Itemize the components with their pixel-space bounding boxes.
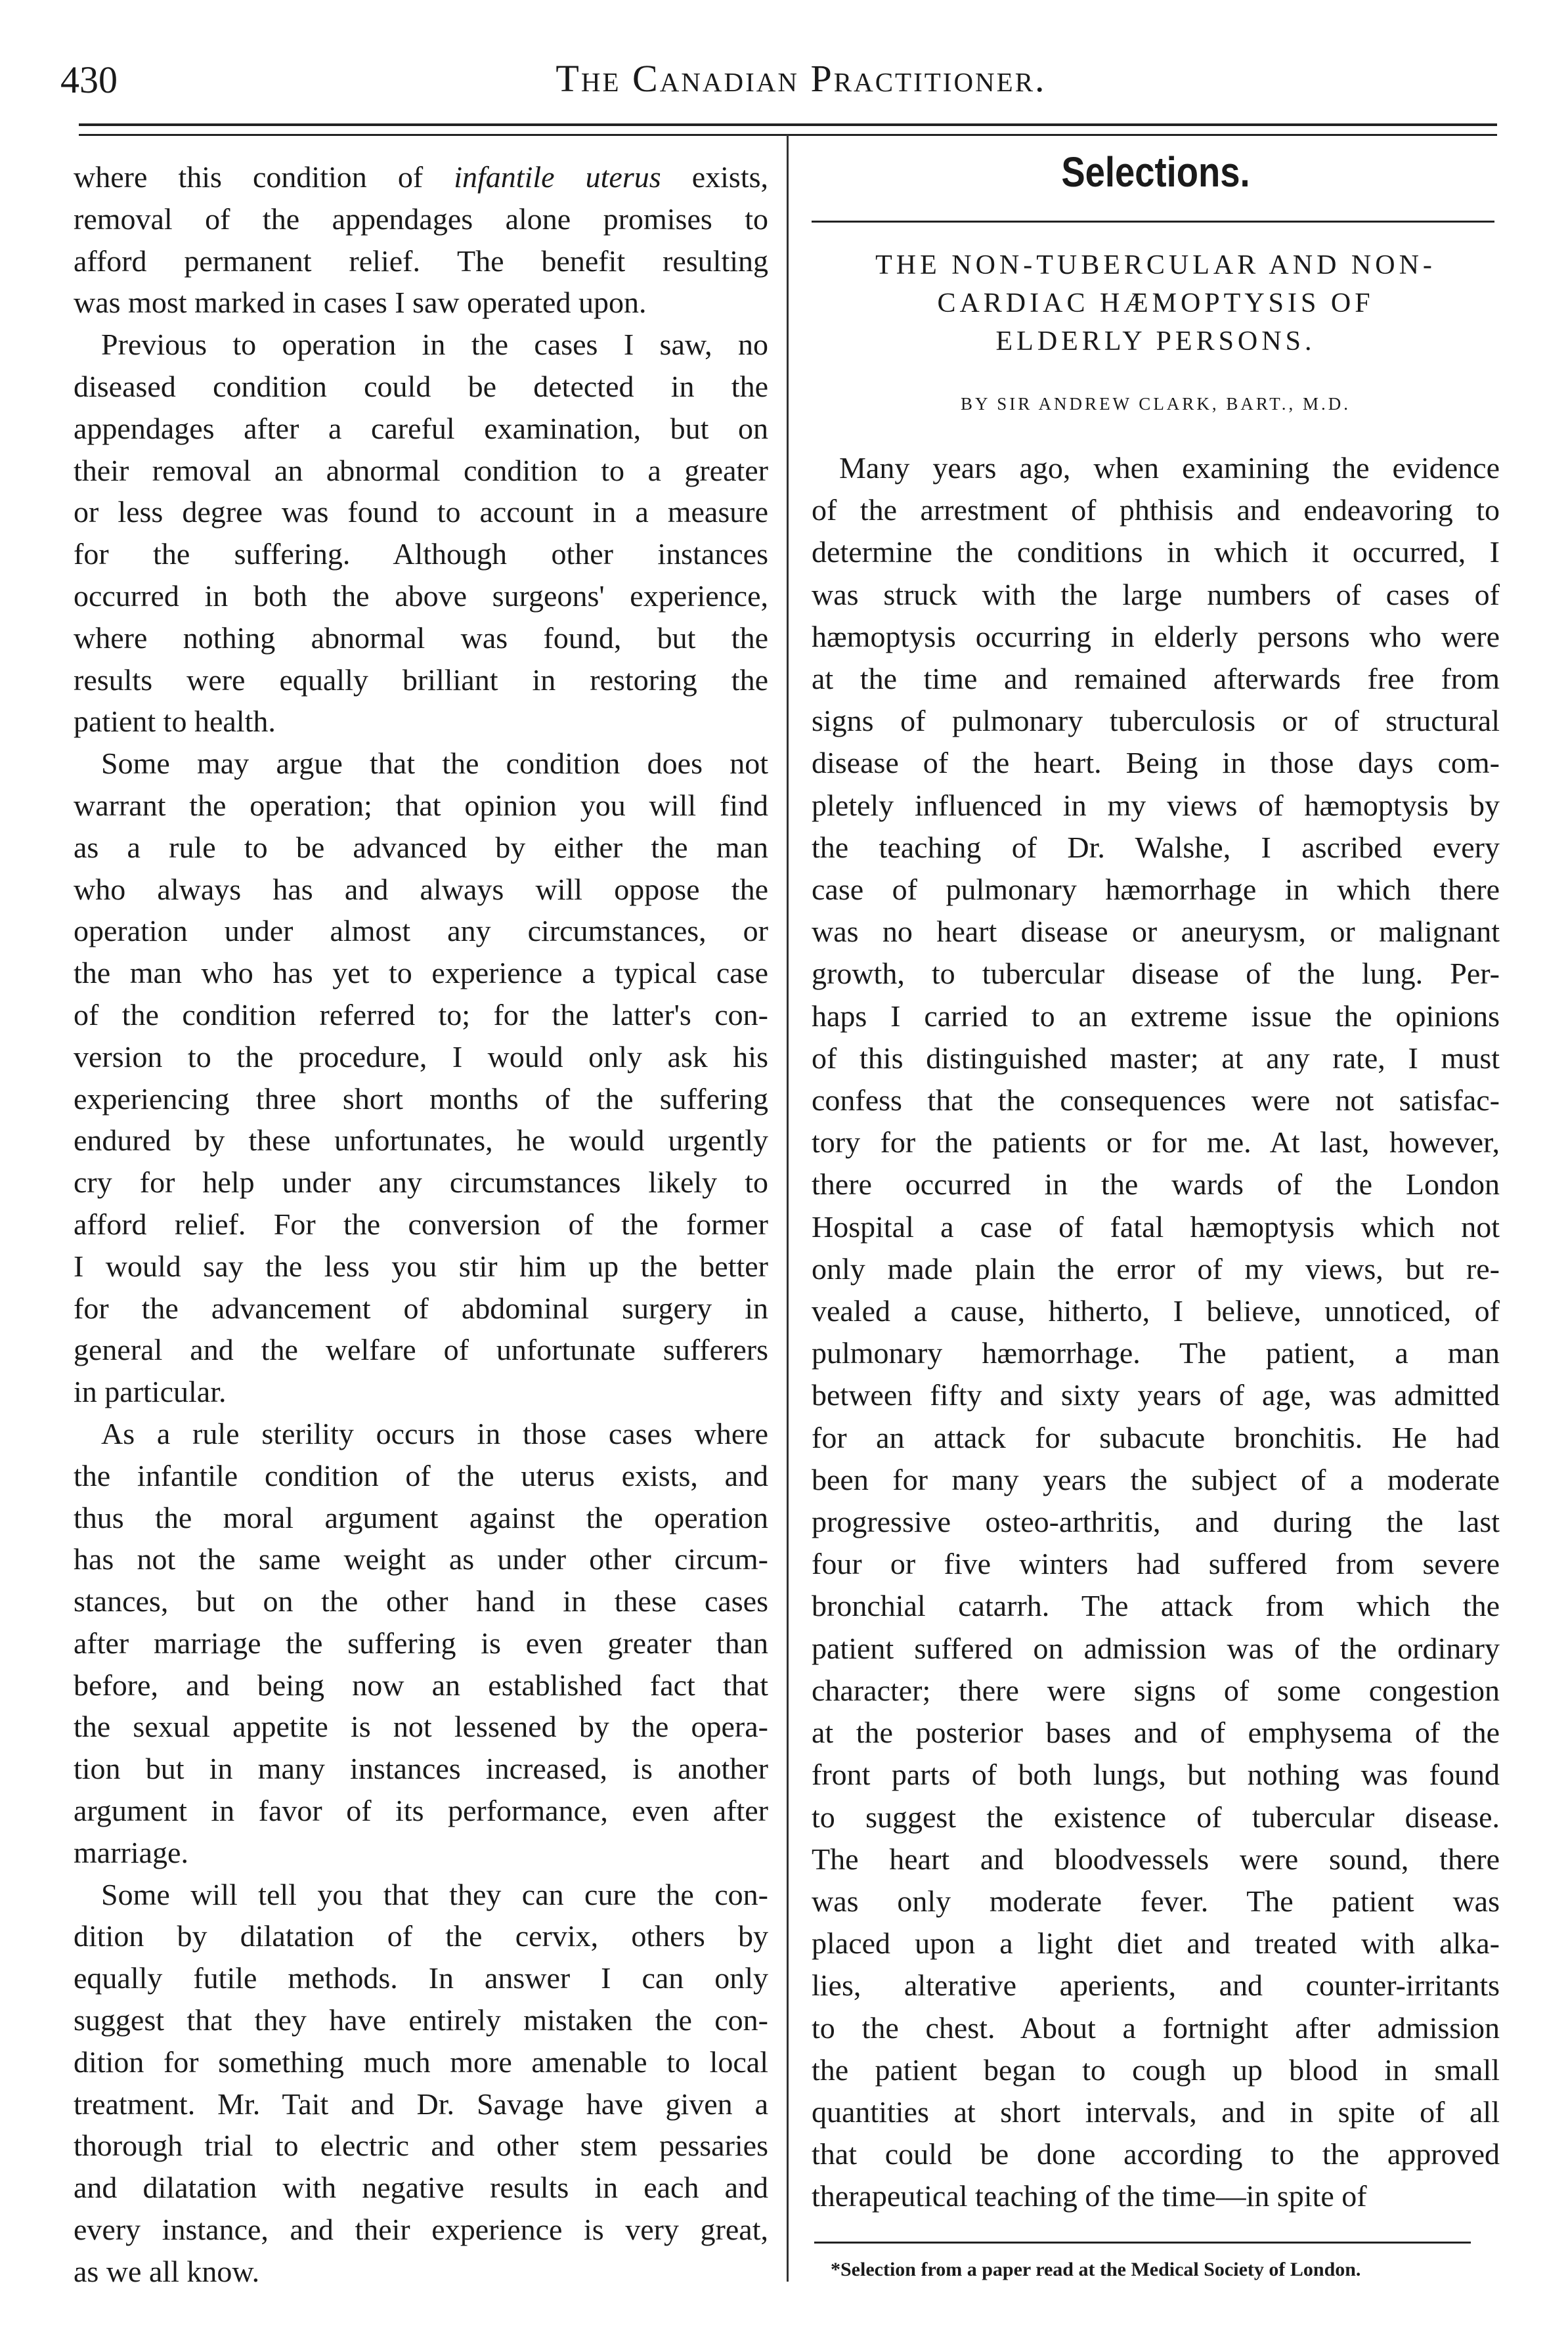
text-line: for the suffering. Although other instances	[74, 537, 768, 571]
text-line: afford permanent relief. The benefit resulting	[74, 244, 768, 278]
text-line: thus the moral argument against the operation	[74, 1500, 768, 1534]
text-line: was struck with the large numbers of cases of	[812, 577, 1500, 611]
text-line: after marriage the suffering is even greater than	[74, 1626, 768, 1660]
text-line: afford relief. For the conversion of the former	[74, 1207, 768, 1241]
text-line: dition by dilatation of the cervix, others by	[74, 1919, 768, 1953]
text-line: disease of the heart. Being in those days com-	[812, 746, 1500, 780]
text-line: determine the conditions in which it occurred, I	[812, 535, 1500, 569]
text-line: only made plain the error of my views, but re-	[812, 1251, 1500, 1286]
text-line: confess that the consequences were not satisfac-	[812, 1083, 1500, 1118]
text-line: version to the procedure, I would only ask his	[74, 1039, 768, 1074]
text-line: occurred in both the above surgeons' experience,	[74, 578, 768, 613]
text-line: haps I carried to an extreme issue the opinions	[812, 999, 1500, 1033]
text-line: who always has and always will oppose the	[74, 872, 768, 906]
text-line: the patient began to cough up blood in small	[812, 2052, 1500, 2087]
text-line: therapeutical teaching of the time—in spite of	[812, 2179, 1367, 2213]
text-line: hæmoptysis occurring in elderly persons who were	[812, 619, 1500, 653]
text-line: the sexual appetite is not lessened by the opera-	[74, 1710, 768, 1744]
byline: BY SIR ANDREW CLARK, BART., M.D.	[961, 394, 1351, 414]
text-line: has not the same weight as under other circum-	[74, 1542, 768, 1576]
text-line: quantities at short intervals, and in spite of all	[812, 2094, 1500, 2129]
text-line: Previous to operation in the cases I saw, no	[101, 328, 768, 362]
page-number: 430	[60, 58, 118, 101]
text-line: thorough trial to electric and other stem pessaries	[74, 2129, 768, 2163]
text-line: of the arrestment of phthisis and endeavoring to	[812, 493, 1500, 527]
text-line: between fifty and sixty years of age, was admitted	[812, 1378, 1500, 1412]
text-line: that could be done according to the approved	[812, 2137, 1500, 2171]
text-line: front parts of both lungs, but nothing was found	[812, 1758, 1500, 1792]
text-line: stances, but on the other hand in these cases	[74, 1584, 768, 1618]
text-line: As a rule sterility occurs in those cases where	[101, 1416, 768, 1450]
italic-term: infantile uterus	[454, 160, 661, 194]
text-line: growth, to tubercular disease of the lung. Per-	[812, 957, 1500, 991]
text-line: removal of the appendages alone promises to	[74, 202, 768, 236]
text-line: for the advancement of abdominal surgery in	[74, 1291, 768, 1325]
text-line: placed upon a light diet and treated with alka-	[812, 1926, 1500, 1961]
text-line: and dilatation with negative results in each and	[74, 2171, 768, 2205]
text-line: patient to health.	[74, 705, 276, 739]
text-line: of the condition referred to; for the latter's con-	[74, 997, 768, 1031]
text-line: as a rule to be advanced by either the man	[74, 830, 768, 864]
text-line: dition for something much more amenable to local	[74, 2045, 768, 2079]
text-line: the teaching of Dr. Walshe, I ascribed every	[812, 830, 1500, 864]
text-line: case of pulmonary hæmorrhage in which there	[812, 873, 1500, 907]
left-column	[74, 156, 768, 2293]
text-line: lies, alterative aperients, and counter-irritants	[812, 1968, 1500, 2003]
text-line: cry for help under any circumstances likely to	[74, 1165, 768, 1200]
text-line: pulmonary hæmorrhage. The patient, a man	[812, 1336, 1500, 1370]
article-body	[812, 447, 1500, 2218]
paragraph	[74, 743, 768, 1413]
text-line: where nothing abnormal was found, but the	[74, 620, 768, 655]
text-line: I would say the less you stir him up the better	[74, 1249, 768, 1283]
text-line: there occurred in the wards of the London	[812, 1167, 1500, 1202]
text-line: in particular.	[74, 1375, 227, 1409]
text-line: their removal an abnormal condition to a greater	[74, 453, 768, 487]
text-line: bronchial catarrh. The attack from which the	[812, 1589, 1500, 1623]
text-line: the infantile condition of the uterus exists, and	[74, 1458, 768, 1492]
text-line: at the time and remained afterwards free from	[812, 662, 1500, 696]
text-line: four or five winters had suffered from severe	[812, 1547, 1500, 1581]
paragraph	[74, 1874, 768, 2293]
footnote-rule	[814, 2242, 1471, 2244]
text-line: to the chest. About a fortnight after admission	[812, 2010, 1500, 2045]
text-line: warrant the operation; that opinion you will find	[74, 788, 768, 822]
text-line: The heart and bloodvessels were sound, there	[812, 1842, 1500, 1876]
text-line: pletely influenced in my views of hæmoptysis by	[812, 788, 1500, 822]
text-line: Many years ago, when examining the evidence	[839, 451, 1500, 485]
text-line: results were equally brilliant in restoring the	[74, 662, 768, 697]
text-span: exists,	[661, 160, 768, 194]
text-line: signs of pulmonary tuberculosis or of structural	[812, 704, 1500, 738]
text-line: or less degree was found to account in a measure	[74, 495, 768, 529]
text-line: was no heart disease or aneurysm, or malignant	[812, 915, 1500, 949]
text-line: Hospital a case of fatal hæmoptysis which not	[812, 1209, 1500, 1244]
text-line: treatment. Mr. Tait and Dr. Savage have given a	[74, 2087, 768, 2121]
section-heading: Selections.	[1061, 148, 1250, 196]
article-title-line: CARDIAC HÆMOPTYSIS OF	[937, 288, 1374, 318]
text-line: vealed a cause, hitherto, I believe, unnoticed, of	[812, 1294, 1500, 1328]
text-line: operation under almost any circumstances, or	[74, 914, 768, 948]
text-line: Some may argue that the condition does not	[101, 747, 768, 781]
text-line: to suggest the existence of tubercular disease.	[812, 1800, 1500, 1834]
header-rule-top	[79, 123, 1497, 126]
text-line: was most marked in cases I saw operated upon.	[74, 286, 647, 320]
text-line: equally futile methods. In answer I can only	[74, 1961, 768, 1995]
text-line: Some will tell you that they can cure the con-	[101, 1877, 768, 1911]
running-title: The Canadian Practitioner.	[555, 57, 1047, 100]
text-line: argument in favor of its performance, even after	[74, 1794, 768, 1828]
text-line: suggest that they have entirely mistaken the con-	[74, 2003, 768, 2037]
text-line: appendages after a careful examination, but on	[74, 411, 768, 445]
text-line: of this distinguished master; at any rate, I must	[812, 1041, 1500, 1075]
article-title-line: THE NON-TUBERCULAR AND NON-	[875, 250, 1436, 280]
text-line: character; there were signs of some congestion	[812, 1673, 1500, 1707]
text-line: endured by these unfortunates, he would urgently	[74, 1123, 768, 1158]
column-divider	[787, 135, 789, 2282]
text-span: where this condition of	[74, 160, 454, 194]
text-line: been for many years the subject of a moderate	[812, 1462, 1500, 1496]
text-line: tion but in many instances increased, is another	[74, 1752, 768, 1786]
text-line: before, and being now an established fact that	[74, 1668, 768, 1702]
text-line: patient suffered on admission was of the ordinary	[812, 1631, 1500, 1665]
text-line: experiencing three short months of the suffering	[74, 1081, 768, 1116]
text-line: was only moderate fever. The patient was	[812, 1884, 1500, 1918]
section-rule	[812, 221, 1494, 223]
text-line: for an attack for subacute bronchitis. He had	[812, 1420, 1500, 1454]
article-title-line: ELDERLY PERSONS.	[995, 326, 1316, 357]
footnote: *Selection from a paper read at the Medical Society of London.	[831, 2259, 1361, 2280]
paragraph	[74, 324, 768, 743]
text-line: tory for the patients or for me. At last, however,	[812, 1125, 1500, 1160]
text-line: progressive osteo-arthritis, and during the last	[812, 1505, 1500, 1539]
text-line: at the posterior bases and of emphysema of the	[812, 1716, 1500, 1750]
text-line	[74, 156, 768, 198]
text-line: marriage.	[74, 1835, 188, 1869]
paragraph	[74, 1413, 768, 1874]
text-line: the man who has yet to experience a typical case	[74, 956, 768, 990]
text-line: as we all know.	[74, 2254, 260, 2288]
text-line: every instance, and their experience is very great,	[74, 2213, 768, 2247]
text-line: diseased condition could be detected in the	[74, 369, 768, 403]
text-line: general and the welfare of unfortunate sufferers	[74, 1333, 768, 1367]
paragraph	[74, 198, 768, 324]
